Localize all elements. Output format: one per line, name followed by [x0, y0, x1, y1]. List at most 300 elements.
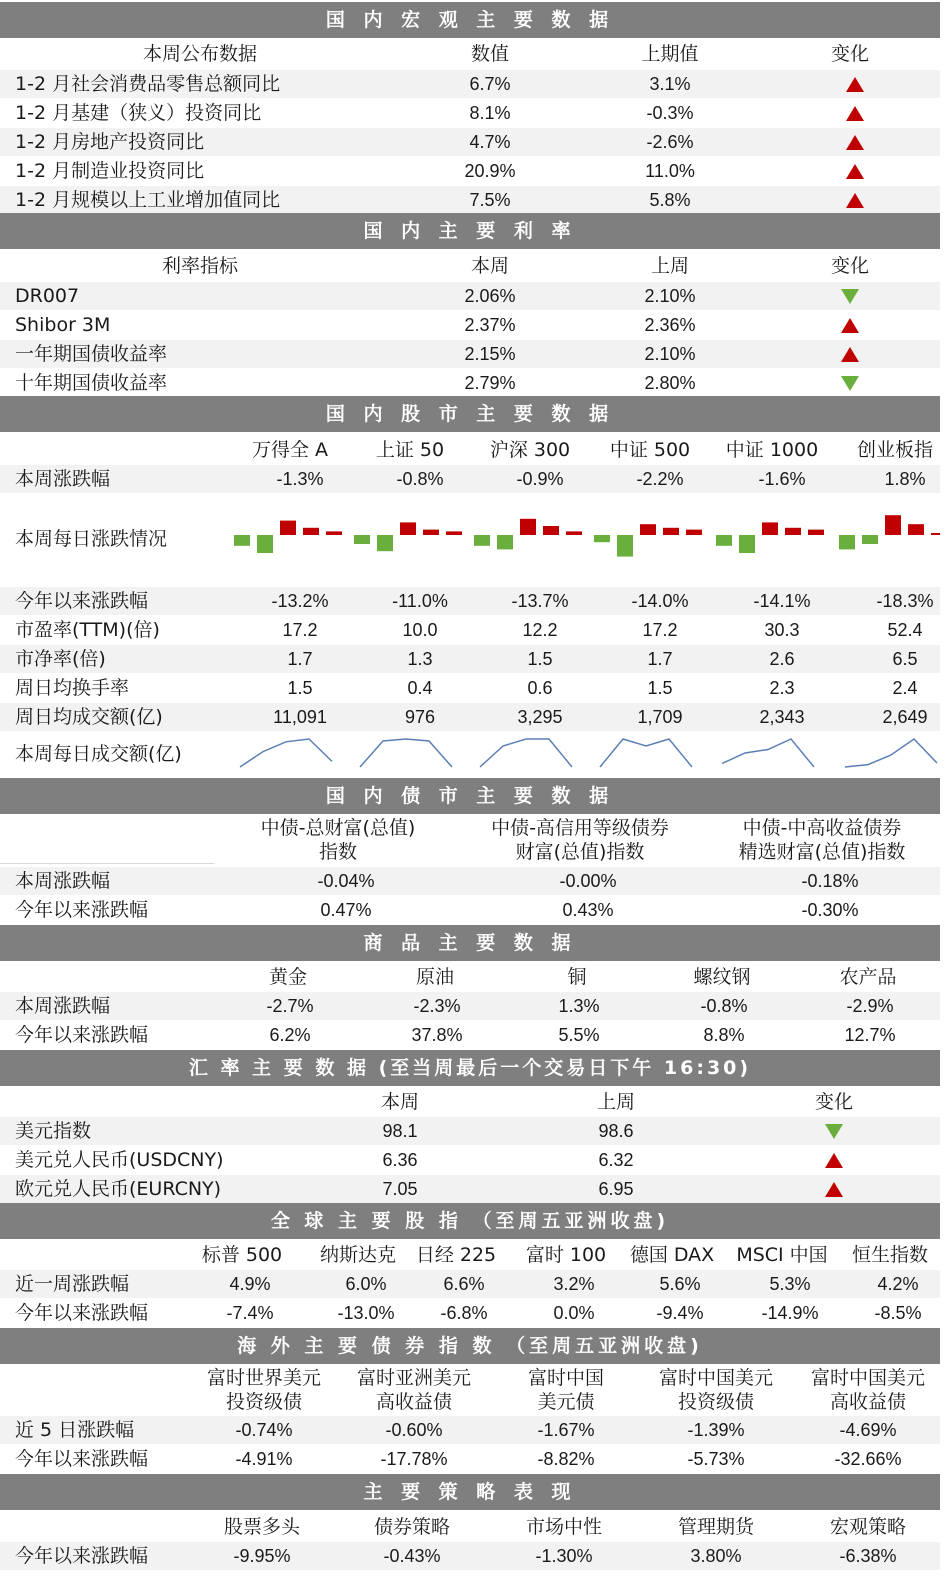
table-row: [0, 674, 940, 702]
table-row: [0, 70, 940, 98]
daily-change-bar: [566, 531, 582, 535]
table-cell: 股票多头: [223, 1516, 300, 1538]
table-cell: 3.2%: [553, 1274, 595, 1294]
table-cell: 5.6%: [659, 1274, 701, 1294]
table-cell: 1,709: [637, 707, 683, 727]
table-row: [0, 992, 940, 1020]
table-cell: 2.79%: [464, 373, 516, 393]
up-triangle-icon: [841, 347, 859, 362]
table-row: [0, 1542, 940, 1570]
table-cell: 3,295: [517, 707, 563, 727]
table-row: [0, 867, 940, 895]
table-cell: 本周涨跌幅: [15, 468, 111, 490]
table-cell: -13.7%: [511, 591, 569, 611]
up-triangle-icon: [825, 1182, 843, 1197]
column-header: 变化: [830, 43, 869, 65]
row-label: 本周每日成交额(亿): [15, 743, 182, 765]
overseas-header-row: [0, 1366, 940, 1418]
table-cell: 万得全 A: [251, 439, 329, 461]
column-header: [646, 1366, 786, 1418]
table-cell: -0.9%: [516, 469, 564, 489]
change-cell: [790, 340, 910, 368]
table-cell: 市盈率(TTM)(倍): [15, 619, 160, 641]
table-cell: 1.5: [647, 678, 673, 698]
table-cell: 今年以来涨跌幅: [15, 1024, 149, 1046]
change-cell: [790, 128, 920, 156]
table-cell: 纳斯达克: [319, 1244, 396, 1266]
table-cell: 1.8%: [884, 469, 926, 489]
daily-volume-sparklines: [0, 733, 940, 775]
table-cell: 6.32: [598, 1150, 634, 1170]
table-row: [0, 1299, 940, 1327]
daily-change-bar: [885, 515, 901, 535]
table-cell: 中证 500: [609, 439, 691, 461]
volume-sparkline: [845, 739, 937, 767]
table-cell: 6.2%: [269, 1025, 311, 1045]
daily-change-bar: [326, 531, 342, 535]
table-cell: 17.2: [642, 620, 678, 640]
table-cell: 3.80%: [690, 1546, 742, 1566]
daily-change-bar: [808, 530, 824, 535]
table-cell: -2.6%: [646, 132, 694, 152]
table-cell: 上周: [596, 1091, 635, 1113]
table-cell: 近 5 日涨跌幅: [15, 1419, 135, 1441]
table-cell: -7.4%: [226, 1303, 274, 1323]
down-triangle-icon: [825, 1124, 843, 1139]
change-cell: [790, 70, 920, 98]
column-header: [798, 1366, 938, 1418]
daily-change-row: [0, 494, 940, 584]
column-header: [460, 816, 700, 868]
daily-change-bar: [663, 528, 679, 535]
header-line: 财富(总值)指数: [515, 841, 645, 863]
column-header: 变化: [830, 255, 869, 277]
table-cell: -0.30%: [801, 900, 859, 920]
table-cell: 美元指数: [15, 1120, 92, 1142]
table-cell: 农产品: [839, 966, 897, 988]
up-triangle-icon: [846, 106, 864, 121]
table-cell: 2.4: [892, 678, 918, 698]
table-cell: -4.91%: [235, 1449, 293, 1469]
table-cell: -2.9%: [846, 996, 894, 1016]
daily-change-bar: [931, 533, 940, 535]
table-cell: -6.8%: [440, 1303, 488, 1323]
table-row: [0, 282, 940, 310]
header-line: 精选财富(总值)指数: [738, 841, 906, 863]
header-line: 富时中国美元: [810, 1367, 925, 1389]
table-cell: -5.73%: [687, 1449, 745, 1469]
table-cell: 2.10%: [644, 286, 696, 306]
table-cell: -2.7%: [266, 996, 314, 1016]
column-header: [344, 1366, 484, 1418]
daily-change-bar: [234, 535, 250, 546]
table-cell: 0.4: [407, 678, 433, 698]
table-cell: 2.15%: [464, 344, 516, 364]
column-header: [496, 1366, 636, 1418]
table-cell: 本周涨跌幅: [15, 870, 111, 892]
table-cell: 98.6: [598, 1121, 634, 1141]
volume-sparkline: [360, 739, 452, 767]
table-cell: 德国 DAX: [629, 1244, 715, 1266]
table-cell: 1-2 月房地产投资同比: [15, 131, 205, 153]
table-cell: 市场中性: [525, 1516, 602, 1538]
change-cell: [774, 1117, 894, 1145]
table-cell: 0.43%: [562, 900, 614, 920]
table-row: [0, 1021, 940, 1049]
column-header: 数值: [470, 43, 509, 65]
table-cell: 5.3%: [769, 1274, 811, 1294]
table-cell: 上证 50: [375, 439, 445, 461]
table-cell: 今年以来涨跌幅: [15, 1448, 149, 1470]
table-cell: 37.8%: [411, 1025, 463, 1045]
table-cell: 1.5: [287, 678, 313, 698]
table-cell: 11,091: [273, 707, 327, 727]
table-cell: 2.80%: [644, 373, 696, 393]
table-cell: DR007: [15, 285, 80, 307]
change-cell: [790, 186, 920, 214]
table-cell: -17.78%: [380, 1449, 448, 1469]
table-cell: 6.0%: [345, 1274, 387, 1294]
table-cell: 宏观策略: [829, 1516, 906, 1538]
volume-sparkline: [240, 739, 332, 767]
daily-change-bar: [303, 528, 319, 535]
table-cell: 5.8%: [649, 190, 691, 210]
header-line: 高收益债: [375, 1391, 452, 1413]
column-header: 本周: [470, 255, 509, 277]
fx-header-row: [0, 1088, 940, 1116]
table-cell: MSCI 中国: [736, 1244, 828, 1266]
table-cell: -0.3%: [646, 103, 694, 123]
table-cell: 市净率(倍): [15, 648, 106, 670]
table-cell: 12.2: [522, 620, 558, 640]
table-cell: 976: [404, 707, 436, 727]
table-cell: 2,343: [759, 707, 805, 727]
change-cell: [774, 1146, 894, 1174]
table-cell: -14.1%: [753, 591, 811, 611]
column-header: 上周: [650, 255, 689, 277]
table-cell: 恒生指数: [851, 1244, 928, 1266]
column-header: 利率指标: [161, 255, 238, 277]
table-row: [0, 1445, 940, 1473]
table-cell: 3.1%: [649, 74, 691, 94]
table-cell: 30.3: [764, 620, 800, 640]
table-cell: -32.66%: [834, 1449, 902, 1469]
table-cell: 2.37%: [464, 315, 516, 335]
table-cell: 6.5: [892, 649, 918, 669]
table-cell: 8.1%: [469, 103, 511, 123]
table-cell: 0.47%: [320, 900, 372, 920]
table-cell: 7.05: [382, 1179, 418, 1199]
table-cell: -11.0%: [392, 591, 448, 611]
table-cell: 今年以来涨跌幅: [15, 1545, 149, 1567]
up-triangle-icon: [846, 77, 864, 92]
table-cell: 铜: [567, 966, 587, 988]
table-cell: 8.8%: [703, 1025, 745, 1045]
header-line: 指数: [318, 841, 357, 863]
daily-change-bar: [354, 535, 370, 544]
table-row: [0, 340, 940, 368]
daily-change-bar: [785, 528, 801, 535]
table-row: [0, 645, 940, 673]
table-cell: -1.39%: [687, 1420, 745, 1440]
column-header: [702, 816, 942, 868]
up-triangle-icon: [846, 193, 864, 208]
daily-change-bar: [280, 521, 296, 535]
table-cell: 10.0: [402, 620, 438, 640]
table-cell: 11.0%: [645, 161, 695, 181]
table-cell: 98.1: [382, 1121, 418, 1141]
daily-change-bar: [739, 535, 755, 553]
table-cell: 2.3: [769, 678, 795, 698]
daily-change-bar: [474, 535, 490, 546]
table-cell: -1.6%: [758, 469, 806, 489]
table-cell: -8.5%: [874, 1303, 922, 1323]
table-cell: -1.3%: [276, 469, 324, 489]
table-cell: -4.69%: [839, 1420, 897, 1440]
column-header: 上期值: [641, 43, 699, 65]
table-cell: Shibor 3M: [15, 314, 111, 336]
table-cell: 富时 100: [525, 1244, 607, 1266]
header-line: 富时世界美元: [206, 1367, 321, 1389]
table-cell: -2.2%: [636, 469, 684, 489]
strategies-section-title: 主 要 策 略 表 现: [0, 1474, 940, 1510]
table-row: [0, 703, 940, 731]
table-row: [0, 587, 940, 615]
daily-change-bar: [257, 535, 273, 553]
table-cell: 12.7%: [844, 1025, 896, 1045]
table-cell: 6.6%: [443, 1274, 485, 1294]
table-cell: -0.18%: [801, 871, 859, 891]
table-cell: 5.5%: [558, 1025, 600, 1045]
column-header: [218, 816, 458, 868]
table-cell: -13.0%: [337, 1303, 395, 1323]
table-row: [0, 1175, 940, 1203]
table-cell: -0.8%: [700, 996, 748, 1016]
overseas-bonds-section-title: 海 外 主 要 债 券 指 数 （至周五亚洲收盘): [0, 1328, 940, 1364]
table-cell: 本周: [380, 1091, 419, 1113]
table-cell: 6.7%: [469, 74, 511, 94]
table-cell: 1.7: [647, 649, 673, 669]
table-row: [0, 465, 940, 493]
change-cell: [790, 311, 910, 339]
daily-change-bar: [400, 522, 416, 535]
volume-sparkline: [600, 739, 692, 767]
up-triangle-icon: [846, 135, 864, 150]
table-cell: 今年以来涨跌幅: [15, 1302, 149, 1324]
volume-sparkline: [480, 739, 572, 767]
table-row: [0, 616, 940, 644]
table-row: [0, 1117, 940, 1145]
table-cell: 欧元兑人民币(EURCNY): [15, 1178, 222, 1200]
table-cell: 2.6: [769, 649, 795, 669]
change-cell: [790, 282, 910, 310]
daily-change-bar: [762, 522, 778, 535]
row-label: 本周每日涨跌情况: [15, 528, 168, 550]
down-triangle-icon: [841, 289, 859, 304]
table-cell: 美元兑人民币(USDCNY): [15, 1149, 224, 1171]
table-cell: 周日均换手率: [15, 677, 130, 699]
table-cell: 一年期国债收益率: [15, 343, 168, 365]
table-cell: -0.74%: [235, 1420, 293, 1440]
up-triangle-icon: [846, 164, 864, 179]
table-cell: 黄金: [268, 966, 307, 988]
table-row: [0, 157, 940, 185]
daily-change-bars: [0, 494, 940, 584]
global-header-row: [0, 1241, 940, 1269]
table-cell: -0.43%: [383, 1546, 441, 1566]
daily-change-bar: [377, 535, 393, 551]
table-cell: 1.3%: [558, 996, 600, 1016]
global-stocks-section-title: 全 球 主 要 股 指 （至周五亚洲收盘): [0, 1203, 940, 1239]
volume-sparkline: [722, 739, 814, 767]
table-cell: 今年以来涨跌幅: [15, 590, 149, 612]
table-cell: -8.82%: [537, 1449, 595, 1469]
table-row: [0, 369, 940, 397]
table-cell: -0.8%: [396, 469, 444, 489]
macro-header-row: [0, 40, 940, 68]
table-row: [0, 186, 940, 214]
table-cell: -0.60%: [385, 1420, 443, 1440]
daily-change-bar: [908, 524, 924, 535]
header-line: 中债-高信用等级债券: [491, 817, 669, 839]
table-row: [0, 1416, 940, 1444]
header-line: 富时中国: [527, 1367, 604, 1389]
header-line: 富时亚洲美元: [356, 1367, 471, 1389]
daily-change-bar: [594, 535, 610, 542]
table-cell: -2.3%: [413, 996, 461, 1016]
table-cell: 1.5: [527, 649, 553, 669]
stocks-section-title: 国 内 股 市 主 要 数 据: [0, 396, 940, 432]
table-cell: 2.10%: [644, 344, 696, 364]
table-cell: 6.36: [382, 1150, 418, 1170]
table-cell: 本周涨跌幅: [15, 995, 111, 1017]
daily-change-bar: [497, 535, 513, 549]
table-cell: 1.7: [287, 649, 313, 669]
table-cell: 2.06%: [464, 286, 516, 306]
rates-header-row: [0, 252, 940, 280]
table-cell: 4.7%: [469, 132, 511, 152]
table-cell: 周日均成交额(亿): [15, 706, 163, 728]
strategies-header-row: [0, 1513, 940, 1541]
table-cell: -0.04%: [317, 871, 375, 891]
change-cell: [790, 369, 910, 397]
table-cell: -6.38%: [839, 1546, 897, 1566]
table-cell: 螺纹钢: [693, 966, 751, 988]
table-cell: 2,649: [882, 707, 928, 727]
header-line: 中债-中高收益债券: [742, 817, 902, 839]
table-cell: 6.95: [598, 1179, 634, 1199]
table-cell: 标普 500: [201, 1244, 283, 1266]
column-header: 本周公布数据: [142, 43, 257, 65]
table-cell: 1-2 月规模以上工业增加值同比: [15, 189, 281, 211]
daily-change-bar: [640, 524, 656, 535]
table-cell: 1-2 月基建（狭义）投资同比: [15, 102, 262, 124]
table-cell: 2.36%: [644, 315, 696, 335]
stocks-header-row: [0, 436, 940, 464]
table-cell: 1-2 月社会消费品零售总额同比: [15, 73, 281, 95]
table-cell: 近一周涨跌幅: [15, 1273, 130, 1295]
fx-section-title: 汇 率 主 要 数 据 (至当周最后一个交易日下午 16:30): [0, 1050, 940, 1086]
table-cell: 变化: [814, 1091, 853, 1113]
header-underline: [0, 861, 214, 864]
up-triangle-icon: [841, 318, 859, 333]
header-line: 美元债: [537, 1391, 595, 1413]
rates-section-title: 国 内 主 要 利 率: [0, 213, 940, 249]
daily-change-bar: [862, 535, 878, 544]
table-row: [0, 128, 940, 156]
table-cell: 4.9%: [229, 1274, 271, 1294]
daily-change-bar: [520, 519, 536, 535]
table-cell: 管理期货: [677, 1516, 754, 1538]
column-header: [194, 1366, 334, 1418]
table-cell: 1-2 月制造业投资同比: [15, 160, 205, 182]
up-triangle-icon: [825, 1153, 843, 1168]
table-cell: -14.0%: [631, 591, 689, 611]
macro-section-title: 国 内 宏 观 主 要 数 据: [0, 2, 940, 38]
header-line: 投资级债: [225, 1391, 302, 1413]
table-cell: 0.6: [527, 678, 553, 698]
table-cell: -9.95%: [233, 1546, 291, 1566]
table-cell: 十年期国债收益率: [15, 372, 168, 394]
commodities-header-row: [0, 963, 940, 991]
table-cell: 17.2: [282, 620, 318, 640]
table-cell: 52.4: [887, 620, 923, 640]
table-row: [0, 1146, 940, 1174]
table-cell: 0.0%: [553, 1303, 595, 1323]
change-cell: [790, 99, 920, 127]
table-cell: -0.00%: [559, 871, 617, 891]
table-cell: -1.67%: [537, 1420, 595, 1440]
change-cell: [774, 1175, 894, 1203]
table-row: [0, 1270, 940, 1298]
header-line: 高收益债: [829, 1391, 906, 1413]
daily-change-bar: [543, 526, 559, 535]
down-triangle-icon: [841, 376, 859, 391]
daily-change-bar: [686, 530, 702, 535]
daily-change-bar: [423, 530, 439, 535]
change-cell: [790, 157, 920, 185]
table-cell: 中证 1000: [725, 439, 819, 461]
bonds-section-title: 国 内 债 市 主 要 数 据: [0, 778, 940, 814]
header-line: 富时中国美元: [658, 1367, 773, 1389]
daily-volume-row: [0, 733, 940, 775]
table-cell: -9.4%: [656, 1303, 704, 1323]
daily-change-bar: [839, 535, 855, 549]
table-cell: -18.3%: [876, 591, 934, 611]
header-line: 投资级债: [677, 1391, 754, 1413]
daily-change-bar: [716, 535, 732, 546]
table-cell: 今年以来涨跌幅: [15, 899, 149, 921]
table-row: [0, 896, 940, 924]
table-cell: -14.9%: [761, 1303, 819, 1323]
table-cell: 20.9%: [464, 161, 516, 181]
table-cell: 7.5%: [469, 190, 511, 210]
table-cell: 债券策略: [373, 1516, 450, 1538]
commodities-section-title: 商 品 主 要 数 据: [0, 925, 940, 961]
table-cell: 日经 225: [415, 1244, 497, 1266]
daily-change-bar: [617, 535, 633, 557]
table-cell: 原油: [415, 966, 454, 988]
table-cell: 沪深 300: [489, 439, 571, 461]
header-line: 中债-总财富(总值): [260, 817, 416, 839]
table-row: [0, 311, 940, 339]
table-cell: 4.2%: [877, 1274, 919, 1294]
table-cell: 1.3: [407, 649, 433, 669]
table-cell: 创业板指: [856, 439, 933, 461]
table-cell: -13.2%: [271, 591, 329, 611]
table-row: [0, 99, 940, 127]
table-cell: -1.30%: [535, 1546, 593, 1566]
